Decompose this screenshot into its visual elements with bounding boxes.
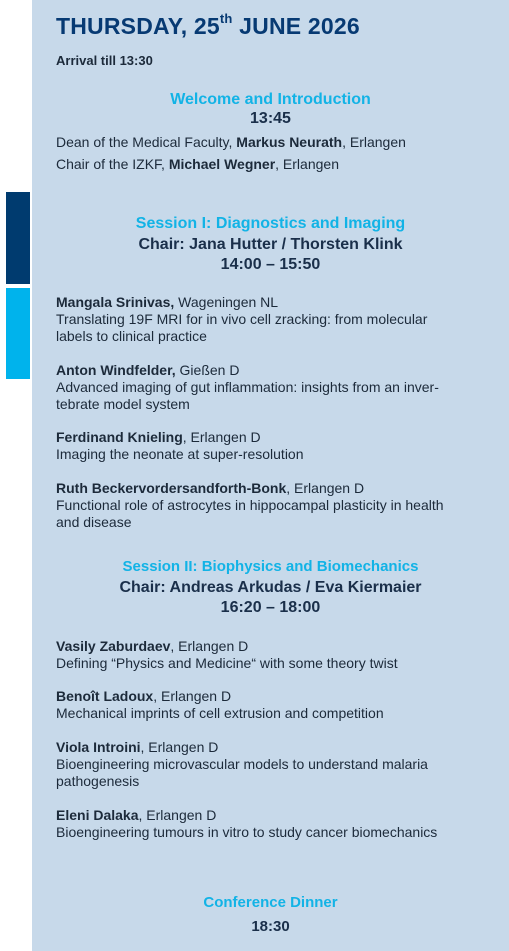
- session2-chair: Chair: Andreas Arkudas / Eva Kiermaier: [119, 579, 422, 596]
- talk-speaker: Ferdinand Knieling, Erlangen D: [56, 429, 261, 445]
- talk-item: [56, 688, 496, 722]
- talk-title: Advanced imaging of gut inflammation: insights from an inver-: [56, 379, 439, 395]
- talk-speaker: Eleni Dalaka, Erlangen D: [56, 807, 217, 823]
- accent-bar-dark: [6, 192, 30, 284]
- talk-item: [56, 739, 496, 790]
- talk-title: Functional role of astrocytes in hippocampal plasticity in health: [56, 497, 444, 513]
- session2-time: 16:20 – 18:00: [220, 599, 321, 616]
- welcome-time: 13:45: [250, 110, 291, 127]
- accent-bar-light: [6, 288, 30, 379]
- talk-speaker: Viola Introini, Erlangen D: [56, 739, 219, 755]
- talk-title-cont: tebrate model system: [56, 396, 190, 412]
- talk-item: [56, 807, 496, 841]
- talk-title: Mechanical imprints of cell extrusion and competition: [56, 705, 384, 721]
- talk-item: [56, 480, 496, 531]
- talk-item: [56, 638, 496, 672]
- dinner-time: 18:30: [251, 918, 290, 935]
- talk-title-cont: and disease: [56, 514, 132, 530]
- talk-speaker: Benoît Ladoux, Erlangen D: [56, 688, 232, 704]
- talk-title: Translating 19F MRI for in vivo cell zracking: from molecular: [56, 311, 428, 327]
- talk-title: Imaging the neonate at super-resolution: [56, 446, 304, 462]
- talk-speaker: Mangala Srinivas, Wageningen NL: [56, 294, 279, 310]
- session1-chair: Chair: Jana Hutter / Thorsten Klink: [138, 236, 403, 253]
- welcome-speaker-2: Chair of the IZKF, Michael Wegner, Erlangen: [56, 156, 339, 172]
- day-title: THURSDAY, 25th JUNE 2026: [56, 11, 360, 39]
- talk-title: Defining “Physics and Medicine“ with some theory twist: [56, 655, 398, 671]
- talk-speaker: Vasily Zaburdaev, Erlangen D: [56, 638, 249, 654]
- talk-title: Bioengineering microvascular models to understand malaria: [56, 756, 428, 772]
- welcome-speaker-1: Dean of the Medical Faculty, Markus Neurath, Erlangen: [56, 134, 406, 150]
- talk-speaker: Anton Windfelder, Gießen D: [56, 362, 240, 378]
- arrival-note: Arrival till 13:30: [56, 53, 153, 68]
- talk-item: [56, 362, 496, 413]
- talk-title: Bioengineering tumours in vitro to study cancer biomechanics: [56, 824, 438, 840]
- talk-item: [56, 429, 496, 463]
- welcome-heading: Welcome and Introduction: [170, 91, 371, 108]
- talk-title-cont: pathogenesis: [56, 773, 140, 789]
- session2-heading: Session II: Biophysics and Biomechanics: [122, 558, 419, 575]
- talk-speaker: Ruth Beckervordersandforth-Bonk, Erlangen D: [56, 480, 365, 496]
- session1-heading: Session I: Diagnostics and Imaging: [135, 215, 406, 232]
- talk-item: [56, 294, 496, 345]
- talk-title-cont: labels to clinical practice: [56, 328, 207, 344]
- session1-time: 14:00 – 15:50: [220, 256, 321, 273]
- dinner-heading: Conference Dinner: [203, 894, 338, 911]
